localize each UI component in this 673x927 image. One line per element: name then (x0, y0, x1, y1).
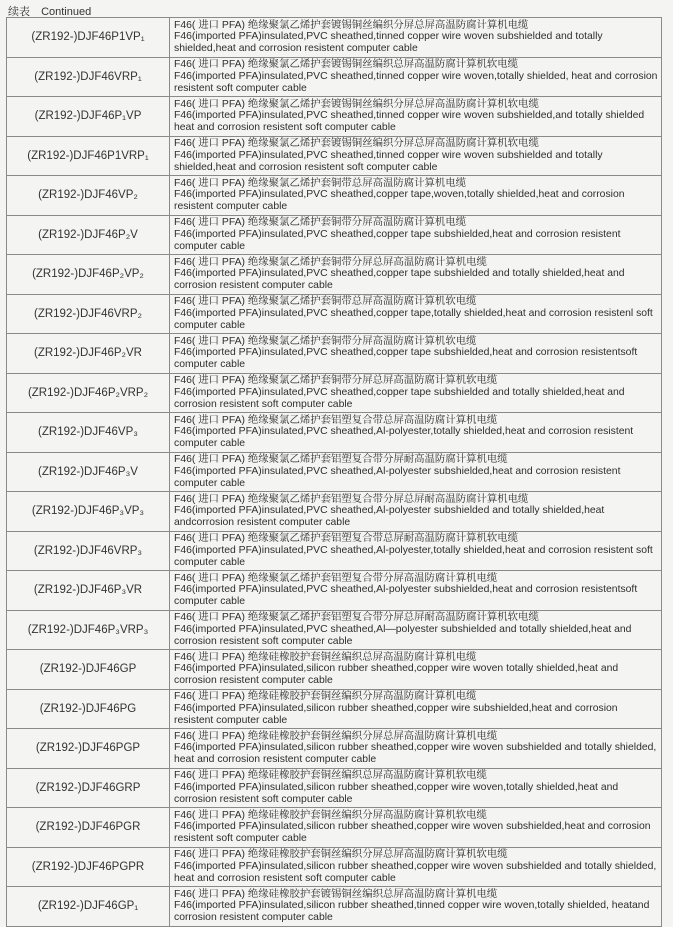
description-cn: F46( 进口 PFA) 绝缘聚氯乙烯护套铝塑复合带总屏高温防腐计算机电缆 (174, 414, 498, 426)
caption-cn: 续表 (8, 6, 30, 18)
description-cn: F46( 进口 PFA) 绝缘聚氯乙烯护套铜带分屏高温防腐计算机电缆 (174, 217, 467, 229)
cable-spec-table (6, 17, 662, 927)
table-row (7, 215, 662, 255)
description-en: F46(imported PFA)insulated,PVC sheathed,Al-polyester,totally shielded,heat and corrosion resistent computer cable (174, 426, 634, 450)
description-en: F46(imported PFA)insulated,silicon rubber sheathed,copper wire subshielded,heat and corrosion resistent computer cable (174, 702, 618, 726)
description-cn: F46( 进口 PFA) 绝缘聚氯乙烯护套铝塑复合带总屏耐高温防腐计算机软电缆 (174, 533, 519, 545)
cable-description-cell (170, 729, 662, 769)
description-en: F46(imported PFA)insulated,PVC sheathed,copper tape subshielded and totally shielded,heat and corrosion resistent soft computer cable (174, 386, 625, 410)
table-row (7, 729, 662, 769)
description-cn: F46( 进口 PFA) 绝缘聚氯乙烯护套铜带分屏总屏高温防腐计算机软电缆 (174, 375, 498, 387)
description-cn: F46( 进口 PFA) 绝缘聚氯乙烯护套镀锡铜丝编织分屏总屏高温防腐计算机电缆 (174, 19, 529, 31)
cable-model-cell: (ZR192-)DJF46GP₁ (7, 887, 170, 927)
cable-description-cell (170, 413, 662, 453)
description-en: F46(imported PFA)insulated,silicon rubber sheathed,tinned copper wire woven,totally shielded, heatand corrosion resistent computer cable (174, 900, 650, 924)
description-cn: F46( 进口 PFA) 绝缘聚氯乙烯护套镀锡铜丝编织分屏总屏高温防腐计算机软电缆 (174, 98, 539, 110)
table-row (7, 334, 662, 374)
cable-model-cell: (ZR192-)DJF46P₃VR (7, 571, 170, 611)
table-row (7, 689, 662, 729)
table-body (7, 18, 662, 927)
table-row (7, 650, 662, 690)
cable-model-cell: (ZR192-)DJF46P₃V (7, 452, 170, 492)
description-en: F46(imported PFA)insulated,PVC sheathed,Al-polyester subshielded and totally shielded,heat andcorrosion resistent computer cable (174, 505, 605, 529)
table-row (7, 176, 662, 216)
description-en: F46(imported PFA)insulated,PVC sheathed,copper tape,totally shielded,heat and corrosion resistenl soft computer cable (174, 307, 653, 331)
cable-description-cell (170, 808, 662, 848)
table-row (7, 808, 662, 848)
table-row (7, 18, 662, 58)
cable-model-cell: (ZR192-)DJF46P1VRP₁ (7, 136, 170, 176)
description-en: F46(imported PFA)insulated,PVC sheathed,Al-polyester subshielded,heat and corrosion resistentsoft computer cable (174, 584, 638, 608)
description-cn: F46( 进口 PFA) 绝缘硅橡胶护套铜丝编织分屏总屏高温防腐计算机软电缆 (174, 849, 508, 861)
description-cn: F46( 进口 PFA) 绝缘聚氯乙烯护套铜带分屏高温防腐计算机软电缆 (174, 335, 477, 347)
table-row (7, 768, 662, 808)
table-row (7, 136, 662, 176)
cable-model-cell: (ZR192-)DJF46VRP₂ (7, 294, 170, 334)
description-en: F46(imported PFA)insulated,PVC sheathed,copper tape,woven,totally shielded,heat and corrosion resistent computer cable (174, 189, 625, 213)
table-row (7, 492, 662, 532)
cable-description-cell (170, 887, 662, 927)
cable-description-cell (170, 18, 662, 58)
table-row (7, 887, 662, 927)
description-en: F46(imported PFA)insulated,PVC sheathed,tinned copper wire woven subshielded,and totally shielded heat and corrosion resistent soft computer cable (174, 110, 645, 134)
description-en: F46(imported PFA)insulated,silicon rubber sheathed,copper wire woven subshielded,heat and corrosion resistent soft computer cable (174, 821, 651, 845)
description-en: F46(imported PFA)insulated,silicon rubber sheathed,copper wire woven,totally shielded,heat and corrosion resistent soft computer cable (174, 781, 619, 805)
cable-description-cell (170, 176, 662, 216)
description-en: F46(imported PFA)insulated,PVC sheathed,tinned copper wire woven,totally shielded, heat and corrosion resistent soft computer cable (174, 70, 658, 94)
cable-description-cell (170, 373, 662, 413)
cable-description-cell (170, 97, 662, 137)
cable-description-cell (170, 334, 662, 374)
cable-model-cell: (ZR192-)DJF46PGP (7, 729, 170, 769)
cable-model-cell: (ZR192-)DJF46PGR (7, 808, 170, 848)
description-cn: F46( 进口 PFA) 绝缘聚氯乙烯护套铝塑复合带分屏耐高温防腐计算机电缆 (174, 454, 508, 466)
table-row (7, 255, 662, 295)
table-row (7, 847, 662, 887)
cable-description-cell (170, 571, 662, 611)
description-cn: F46( 进口 PFA) 绝缘聚氯乙烯护套镀锡铜丝编织总屏高温防腐计算机软电缆 (174, 59, 519, 71)
description-cn: F46( 进口 PFA) 绝缘硅橡胶护套镀锡铜丝编织总屏高温防腐计算机电缆 (174, 888, 498, 900)
description-cn: F46( 进口 PFA) 绝缘硅橡胶护套铜丝编织总屏高温防腐计算机软电缆 (174, 770, 487, 782)
cable-model-cell: (ZR192-)DJF46GRP (7, 768, 170, 808)
table-row (7, 610, 662, 650)
cable-model-cell: (ZR192-)DJF46P₂V (7, 215, 170, 255)
cable-model-cell: (ZR192-)DJF46P₃VP₃ (7, 492, 170, 532)
cable-description-cell (170, 136, 662, 176)
cable-model-cell: (ZR192-)DJF46VP₂ (7, 176, 170, 216)
cable-model-cell: (ZR192-)DJF46P₁VP (7, 97, 170, 137)
description-cn: F46( 进口 PFA) 绝缘聚氯乙烯护套铜带总屏高温防腐计算机电缆 (174, 177, 467, 189)
cable-model-cell: (ZR192-)DJF46VRP₁ (7, 57, 170, 97)
table-row (7, 452, 662, 492)
description-cn: F46( 进口 PFA) 绝缘硅橡胶护套铜丝编织总屏高温防腐计算机电缆 (174, 651, 477, 663)
table-row (7, 57, 662, 97)
cable-description-cell (170, 57, 662, 97)
table-row (7, 97, 662, 137)
table-row (7, 294, 662, 334)
cable-description-cell (170, 255, 662, 295)
description-en: F46(imported PFA)insulated,PVC sheathed,Al-polyester,totally shielded,heat and corrosion resistent soft computer cable (174, 544, 653, 568)
description-en: F46(imported PFA)insulated,PVC sheathed,copper tape subshielded,heat and corrosion resistent computer cable (174, 228, 621, 252)
cable-description-cell (170, 610, 662, 650)
table-row (7, 531, 662, 571)
cable-description-cell (170, 650, 662, 690)
description-cn: F46( 进口 PFA) 绝缘硅橡胶护套铜丝编织分屏高温防腐计算机电缆 (174, 691, 477, 703)
description-cn: F46( 进口 PFA) 绝缘聚氯乙烯护套铜带分屏总屏高温防腐计算机电缆 (174, 256, 487, 268)
cable-description-cell (170, 847, 662, 887)
cable-model-cell: (ZR192-)DJF46P₂VRP₂ (7, 373, 170, 413)
description-en: F46(imported PFA)insulated,PVC sheathed,Al-polyester subshielded,heat and corrosion resistent computer cable (174, 465, 621, 489)
description-cn: F46( 进口 PFA) 绝缘硅橡胶护套铜丝编织分屏高温防腐计算机软电缆 (174, 809, 487, 821)
description-en: F46(imported PFA)insulated,PVC sheathed,copper tape subshielded and totally shielded,heat and corrosion resistent computer cable (174, 268, 625, 292)
cable-model-cell: (ZR192-)DJF46P₃VRP₃ (7, 610, 170, 650)
description-en: F46(imported PFA)insulated,silicon rubber sheathed,copper wire woven subshielded and totally shielded, heat and corrosion resistent soft computer cable (174, 860, 657, 884)
description-cn: F46( 进口 PFA) 绝缘聚氯乙烯护套铝塑复合带分屏高温防腐计算机电缆 (174, 572, 498, 584)
cable-description-cell (170, 215, 662, 255)
cable-model-cell: (ZR192-)DJF46P₂VP₂ (7, 255, 170, 295)
description-en: F46(imported PFA)insulated,PVC sheathed,Al—polyester subshielded and totally shielded,heat and corrosion resistent soft computer cable (174, 623, 632, 647)
cable-description-cell (170, 531, 662, 571)
cable-description-cell (170, 452, 662, 492)
description-cn: F46( 进口 PFA) 绝缘硅橡胶护套铜丝编织分屏总屏高温防腐计算机电缆 (174, 730, 498, 742)
cable-model-cell: (ZR192-)DJF46VP₃ (7, 413, 170, 453)
description-en: F46(imported PFA)insulated,PVC sheathed,tinned copper wire woven subshielded and totally shielded,heat and corrosion resistent computer cable (174, 31, 603, 55)
table-row (7, 373, 662, 413)
cable-description-cell (170, 689, 662, 729)
cable-model-cell: (ZR192-)DJF46PGPR (7, 847, 170, 887)
cable-description-cell (170, 294, 662, 334)
description-en: F46(imported PFA)insulated,PVC sheathed,tinned copper wire woven subshielded and totally shielded,heat and corrosion resistent soft computer cable (174, 149, 603, 173)
description-en: F46(imported PFA)insulated,silicon rubber sheathed,copper wire woven totally shielded,heat and corrosion resistent computer cable (174, 663, 619, 687)
cable-model-cell: (ZR192-)DJF46P₂VR (7, 334, 170, 374)
table-row (7, 413, 662, 453)
table-row (7, 571, 662, 611)
description-en: F46(imported PFA)insulated,silicon rubber sheathed,copper wire woven subshielded and totally shielded, heat and corrosion resistent computer cable (174, 742, 657, 766)
cable-model-cell: (ZR192-)DJF46PG (7, 689, 170, 729)
cable-model-cell: (ZR192-)DJF46GP (7, 650, 170, 690)
cable-description-cell (170, 492, 662, 532)
description-cn: F46( 进口 PFA) 绝缘聚氯乙烯护套铜带总屏高温防腐计算机软电缆 (174, 296, 477, 308)
cable-description-cell (170, 768, 662, 808)
caption-en: Continued (41, 6, 92, 18)
description-cn: F46( 进口 PFA) 绝缘聚氯乙烯护套铝塑复合带分屏总屏耐高温防腐计算机软电缆 (174, 612, 539, 624)
description-cn: F46( 进口 PFA) 绝缘聚氯乙烯护套铝塑复合带分屏总屏耐高温防腐计算机电缆 (174, 493, 529, 505)
cable-model-cell: (ZR192-)DJF46VRP₃ (7, 531, 170, 571)
description-cn: F46( 进口 PFA) 绝缘聚氯乙烯护套镀锡铜丝编织分屏总屏高温防腐计算机软电缆 (174, 138, 539, 150)
cable-model-cell: (ZR192-)DJF46P1VP₁ (7, 18, 170, 58)
description-en: F46(imported PFA)insulated,PVC sheathed,copper tape subshielded,heat and corrosion resistentsoft computer cable (174, 347, 638, 371)
